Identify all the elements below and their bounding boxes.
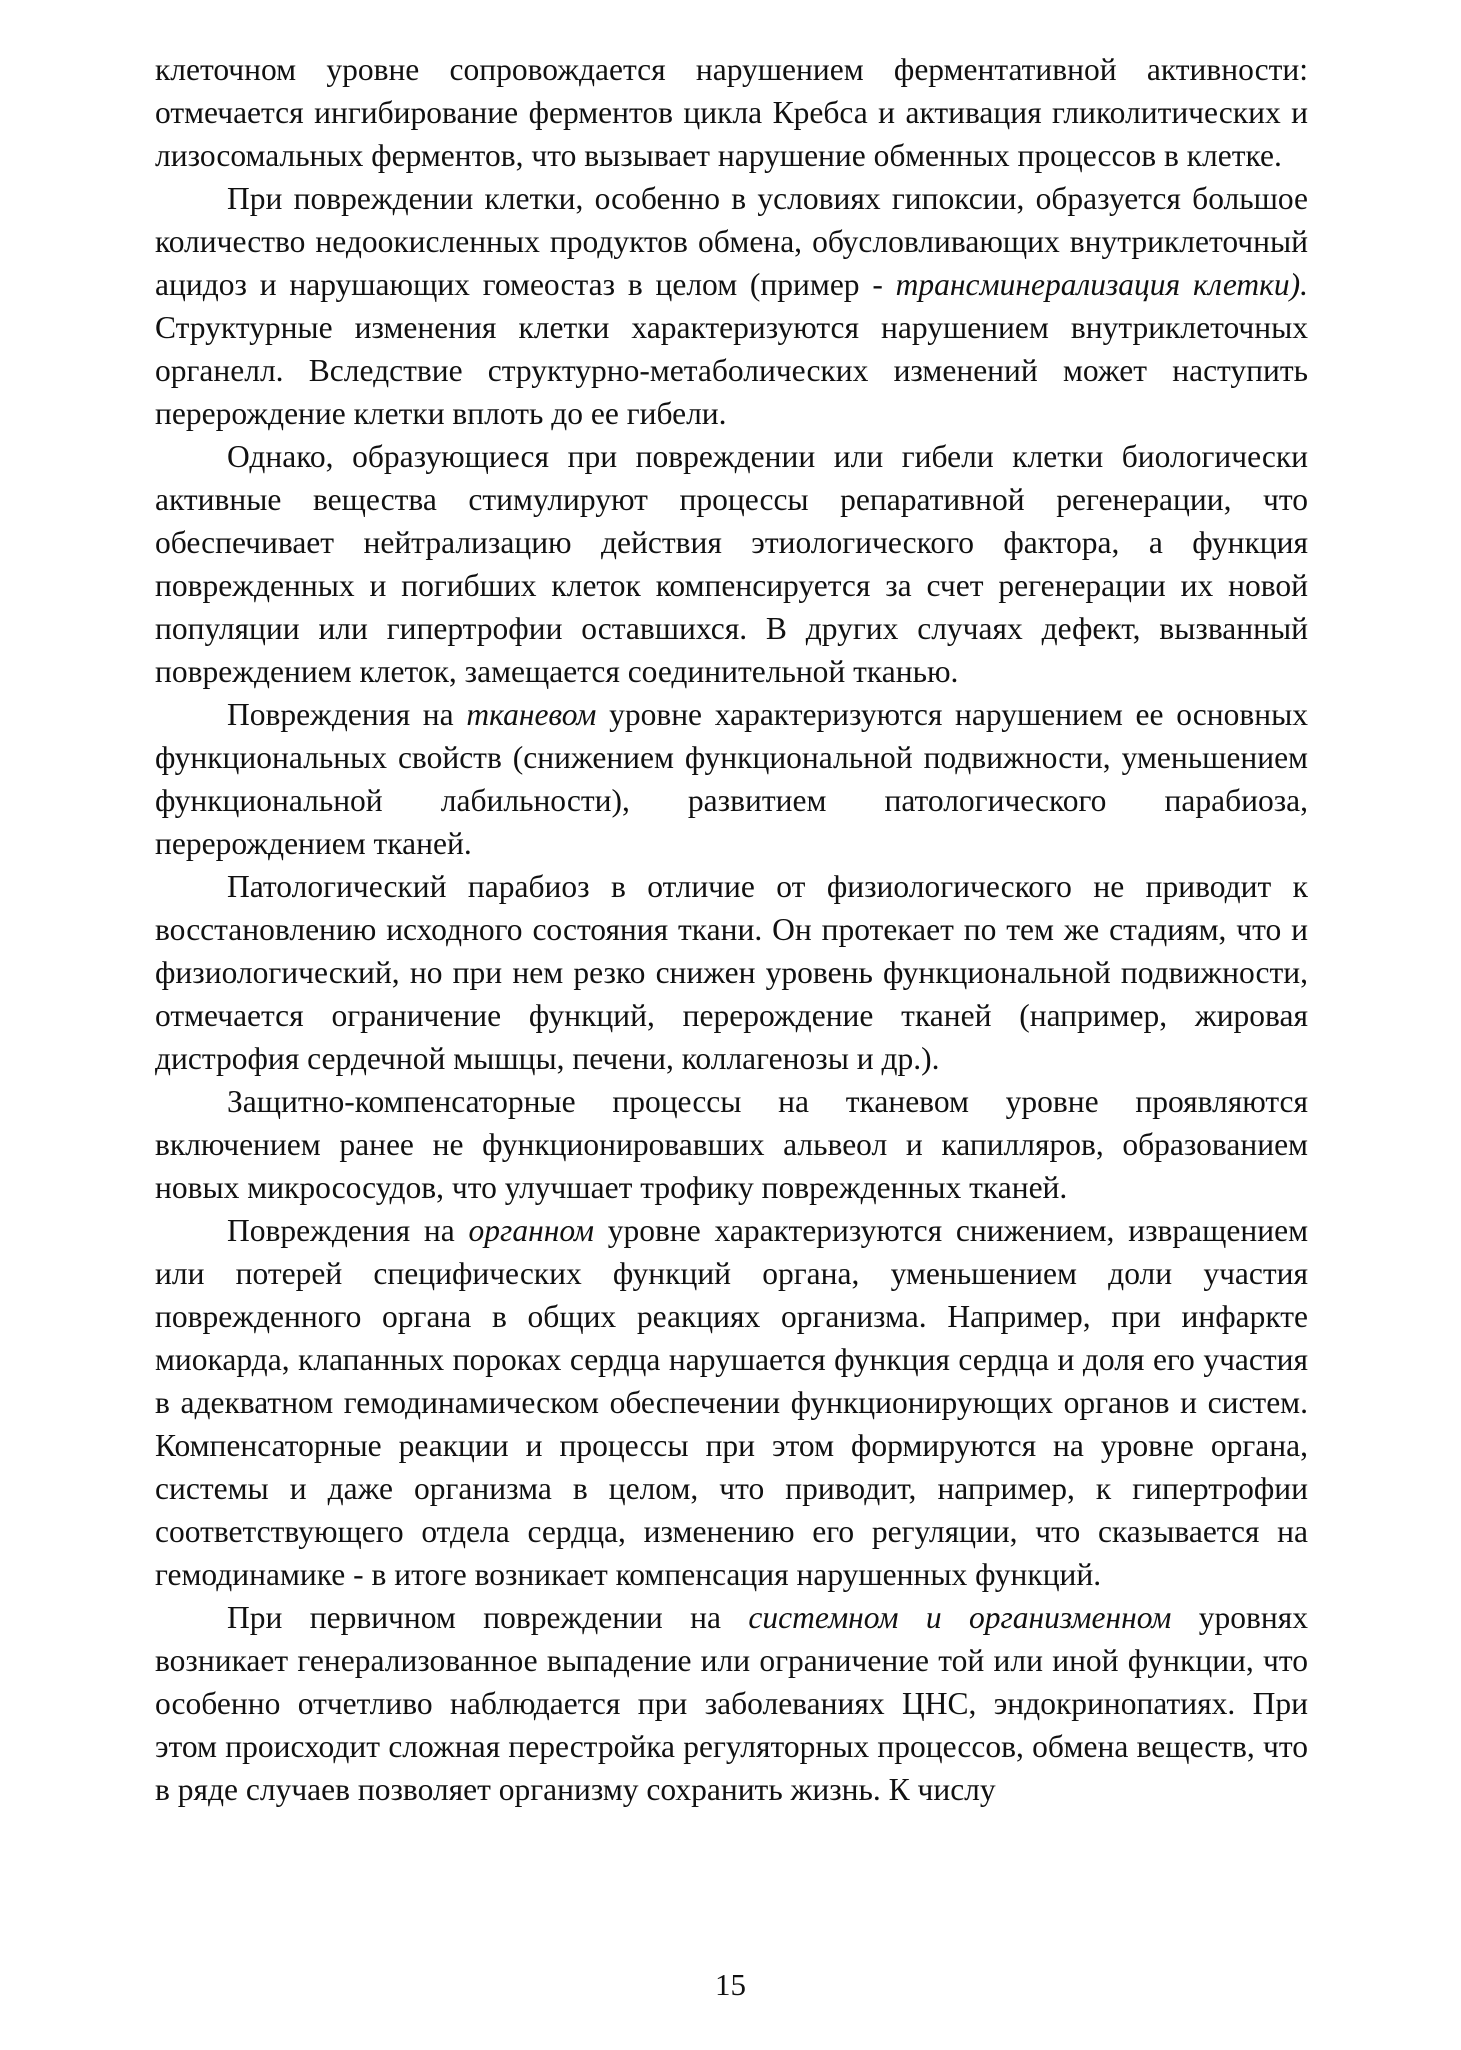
- paragraph-5: [155, 865, 1308, 1080]
- paragraph-2: [155, 177, 1308, 435]
- paragraph-6: [155, 1080, 1308, 1209]
- text-run: Патологический парабиоз в отличие от физиологического не приводит к восстановлению исходного состояния ткани. Он протекает по тем же стадиям, что и физиологический, но при нем резко снижен уровень функциональной подвижности, отмечается ограничение функций, перерождение тканей (например, жировая дистрофия сердечной мышцы, печени, коллагенозы и др.).: [155, 869, 1308, 1076]
- paragraph-1: [155, 48, 1308, 177]
- text-run: Повреждения на: [227, 697, 467, 732]
- paragraph-7: [155, 1209, 1308, 1596]
- text-run: Повреждения на: [227, 1213, 469, 1248]
- text-run: уровне характеризуются нарушением ее основных функциональных свойств (снижением функциональной подвижности, уменьшением функциональной лабильности), развитием патологического парабиоза, перерождением тканей.: [155, 697, 1309, 861]
- italic-term: тканевом: [466, 697, 597, 732]
- page-number: 15: [715, 1967, 746, 2002]
- text-run: Защитно-компенсаторные процессы на тканевом уровне проявляются включением ранее не функционировавших альвеол и капилляров, образованием новых микрососудов, что улучшает трофику поврежденных тканей.: [155, 1084, 1308, 1205]
- text-run: Структурные изменения клетки характеризуются нарушением внутриклеточных органелл. Вследствие структурно-метаболических изменений может наступить перерождение клетки вплоть до ее гибели.: [155, 310, 1308, 431]
- italic-term: органном: [468, 1213, 594, 1248]
- body-text: [155, 48, 1308, 1811]
- italic-term: трансминерализация клетки).: [895, 267, 1308, 302]
- text-run: Однако, образующиеся при повреждении или гибели клетки биологически активные вещества стимулируют процессы репаративной регенерации, что обеспечивает нейтрализацию действия этиологического фактора, а функция поврежденных и погибших клеток компенсируется за счет регенерации их новой популяции или гипертрофии оставшихся. В других случаях дефект, вызванный повреждением клеток, замещается соединительной тканью.: [155, 439, 1308, 689]
- text-run: клеточном уровне сопровождается нарушением ферментативной активности: отмечается ингибирование ферментов цикла Кребса и активация гликолитических и лизосомальных ферментов, что вызывает нарушение обменных процессов в клетке.: [155, 52, 1308, 173]
- text-run: При первичном повреждении на: [227, 1600, 749, 1635]
- text-run: При повреждении клетки, особенно в условиях гипоксии, образуется большое количество недоокисленных продуктов обмена, обусловливающих внутриклеточный ацидоз и нарушающих гомеостаз в целом (пример -: [155, 181, 1308, 302]
- italic-term: системном и организменном: [748, 1600, 1172, 1635]
- text-run: уровнях возникает генерализованное выпадение или ограничение той или иной функции, что особенно отчетливо наблюдается при заболеваниях ЦНС, эндокринопатиях. При этом происходит сложная перестройка регуляторных процессов, обмена веществ, что в ряде случаев позволяет организму сохранить жизнь. К числу: [155, 1600, 1308, 1807]
- text-run: уровне характеризуются снижением, извращением или потерей специфических функций органа, уменьшением доли участия поврежденного органа в общих реакциях организма. Например, при инфаркте миокарда, клапанных пороках сердца нарушается функция сердца и доля его участия в адекватном гемодинамическом обеспечении функционирующих органов и систем. Компенсаторные реакции и процессы при этом формируются на уровне органа, системы и даже организма в целом, что приводит, например, к гипертрофии соответствующего отдела сердца, изменению его регуляции, что сказывается на гемодинамике - в итоге возникает компенсация нарушенных функций.: [155, 1213, 1309, 1592]
- paragraph-4: [155, 693, 1308, 865]
- paragraph-3: [155, 435, 1308, 693]
- paragraph-8: [155, 1596, 1308, 1811]
